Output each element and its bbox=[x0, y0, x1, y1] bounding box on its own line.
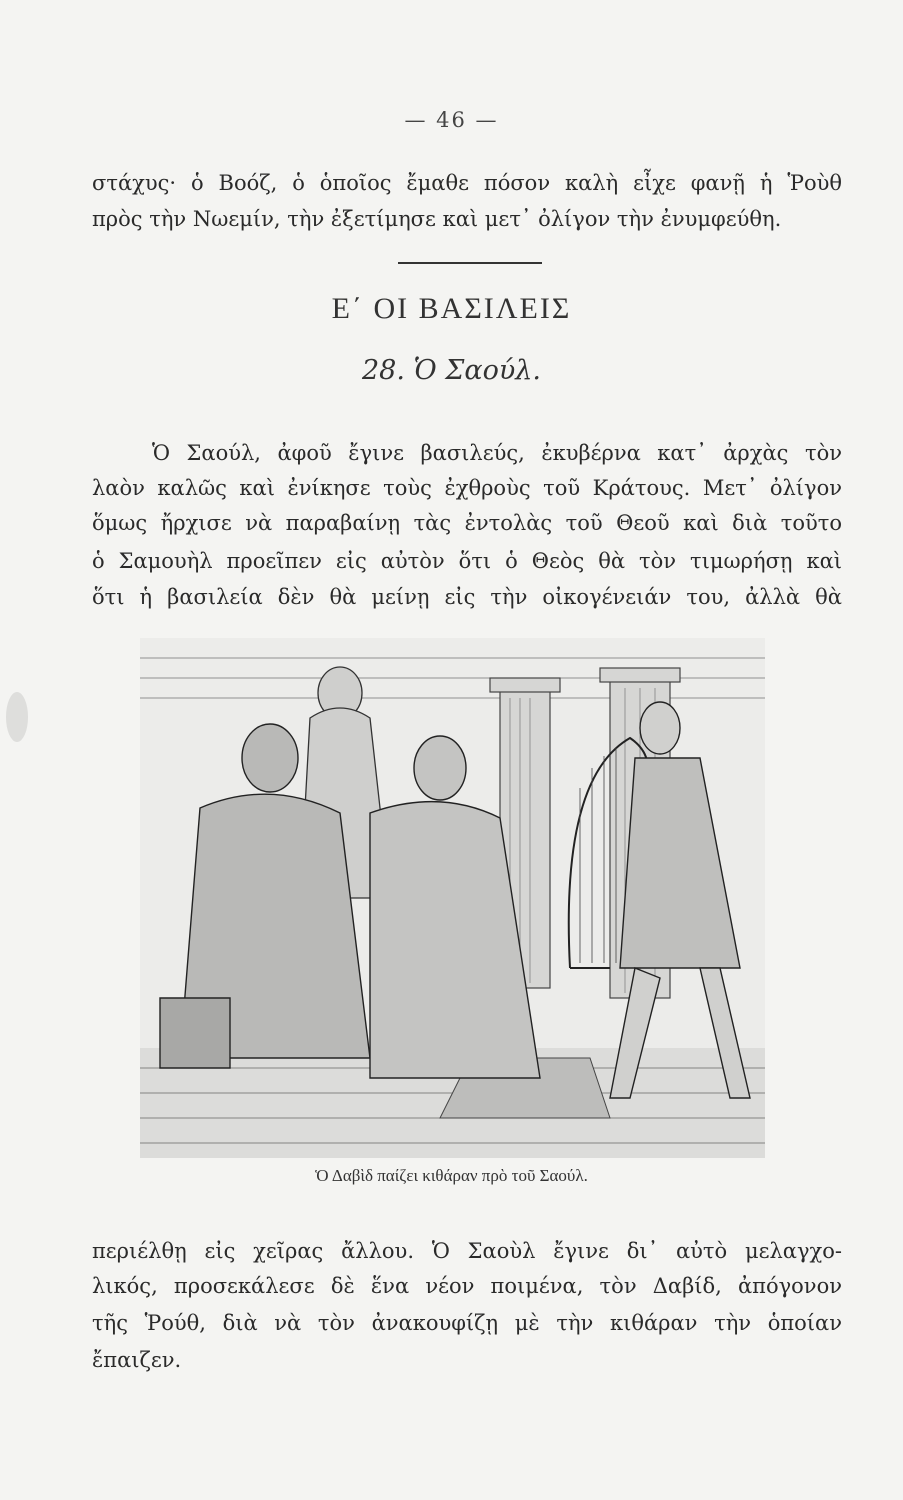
page-smudge bbox=[6, 692, 28, 742]
text-line: τῆς Ῥούθ, διὰ νὰ τὸν ἀνακουφίζῃ μὲ τὴν κιθάραν τὴν ὁποίαν bbox=[92, 1311, 842, 1335]
text-line: ὁ Σαμουὴλ προεῖπεν εἰς αὐτὸν ὅτι ὁ Θεὸς θὰ τὸν τιμωρήσῃ καὶ bbox=[92, 549, 842, 573]
text-line: πρὸς τὴν Νωεμίν, τὴν ἐξετίμησε καὶ μετ᾽ ὀλίγον τὴν ἐνυμφεύθη. bbox=[92, 207, 782, 231]
text-line: περιέλθῃ εἰς χεῖρας ἄλλου. Ὁ Σαοὺλ ἔγινε δι᾽ αὐτὸ μελαγχο- bbox=[92, 1239, 842, 1263]
illustration-david-playing-harp bbox=[140, 638, 765, 1158]
text-line: ὅτι ἡ βασιλεία δὲν θὰ μείνῃ εἰς τὴν οἰκογένειάν του, ἀλλὰ θὰ bbox=[92, 585, 842, 609]
text-line: στάχυς· ὁ Βοόζ, ὁ ὁποῖος ἔμαθε πόσον καλὴ εἶχε φανῇ ἡ Ῥοὺθ bbox=[92, 171, 842, 195]
text-line: Ὁ Σαούλ, ἀφοῦ ἔγινε βασιλεύς, ἐκυβέρνα κατ᾽ ἀρχὰς τὸν bbox=[152, 441, 842, 465]
text-line: λικός, προσεκάλεσε δὲ ἕνα νέον ποιμένα, τὸν Δαβίδ, ἀπόγονον bbox=[92, 1274, 842, 1298]
section-title: Ε΄ ΟΙ ΒΑΣΙΛΕΙΣ bbox=[331, 292, 572, 325]
text-line: ἔπαιζεν. bbox=[92, 1348, 182, 1372]
text-line: ὅμως ἤρχισε νὰ παραβαίνῃ τὰς ἐντολὰς τοῦ Θεοῦ καὶ διὰ τοῦτο bbox=[92, 511, 842, 535]
lesson-title: 28. Ὁ Σαούλ. bbox=[362, 355, 541, 386]
illustration-caption: Ὁ Δαβὶδ παίζει κιθάραν πρὸ τοῦ Σαούλ. bbox=[315, 1166, 588, 1185]
text-line: λαὸν καλῶς καὶ ἐνίκησε τοὺς ἐχθροὺς τοῦ Κράτους. Μετ᾽ ὀλίγον bbox=[92, 476, 842, 500]
page-number: — 46 — bbox=[404, 108, 499, 132]
section-divider bbox=[398, 262, 542, 264]
